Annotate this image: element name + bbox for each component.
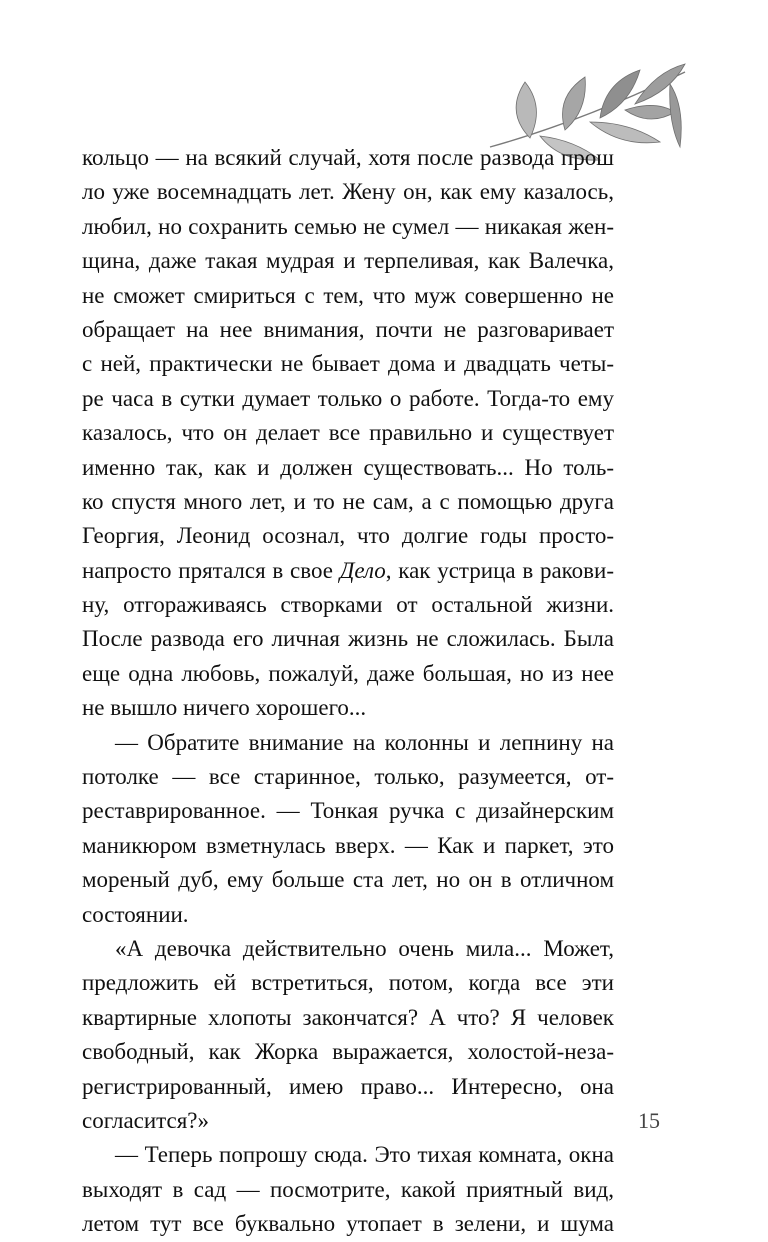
text-line: маникюром взметнулась вверх. — Как и паркет, это: [82, 832, 614, 858]
body-text: [82, 141, 614, 1242]
text-line: именно так, как и должен существовать... Но толь-: [82, 454, 614, 480]
text-line: После развода его личная жизнь не сложилась. Была: [82, 626, 614, 652]
text-line: кольцо — на всякий случай, хотя после развода прош: [82, 145, 614, 170]
text-line: ну, отгораживаясь створками от остальной жизни.: [82, 592, 614, 618]
text-line: выходят в сад — посмотрите, какой приятный вид,: [82, 1176, 614, 1202]
text-line: квартирные хлопоты закончатся? А что? Я человек: [82, 1004, 614, 1030]
text-line: еще одна любовь, пожалуй, даже большая, но из нее: [82, 660, 614, 686]
text-line: казалось, что он делает все правильно и существует: [82, 420, 614, 446]
text-line: регистрированный, имею право... Интересно, она: [82, 1073, 614, 1099]
text-line: летом тут все буквально утопает в зелени, и шума: [82, 1211, 614, 1237]
page-number: 15: [638, 1108, 660, 1133]
text-line: — Теперь попрошу сюда. Это тихая комната, окна: [115, 1142, 614, 1168]
text-line: «А девочка действительно очень мила... Может,: [115, 935, 614, 961]
text-line: потолке — все старинное, только, разумеется, от-: [82, 764, 614, 790]
text-line: ло уже восемнадцать лет. Жену он, как ему казалось,: [82, 179, 614, 205]
text-line: состоянии.: [82, 901, 189, 927]
text-line: предложить ей встретиться, потом, когда все эти: [82, 970, 614, 996]
text-line: ре часа в сутки думает только о работе. Тогда-то ему: [82, 385, 614, 411]
text-line: напросто прятался в свое Дело, как устрица в ракови-: [82, 557, 614, 583]
italic-word: Дело: [339, 557, 386, 583]
text-line: с ней, практически не бывает дома и двадцать четы-: [82, 351, 614, 377]
text-line: Георгия, Леонид осознал, что долгие годы просто-: [82, 523, 614, 549]
text-line: — Обратите внимание на колонны и лепнину на: [115, 729, 614, 755]
text-line: обращает на нее внимания, почти не разговаривает: [82, 316, 614, 342]
text-line: щина, даже такая мудрая и терпеливая, как Валечка,: [82, 248, 614, 274]
text-line: не вышло ничего хорошего...: [82, 695, 367, 721]
text-line: мореный дуб, ему больше ста лет, но он в отличном: [82, 867, 614, 893]
text-line: реставрированное. — Тонкая ручка с дизайнерским: [82, 798, 614, 824]
text-line: любил, но сохранить семью не сумел — никакая жен-: [82, 213, 614, 239]
text-line: свободный, как Жорка выражается, холостой-неза-: [82, 1039, 614, 1065]
text-line: не сможет смириться с тем, что муж совершенно не: [82, 282, 614, 308]
text-line: согласится?»: [82, 1107, 210, 1133]
text-line: ко спустя много лет, и то не сам, а с помощью друга: [82, 488, 614, 514]
